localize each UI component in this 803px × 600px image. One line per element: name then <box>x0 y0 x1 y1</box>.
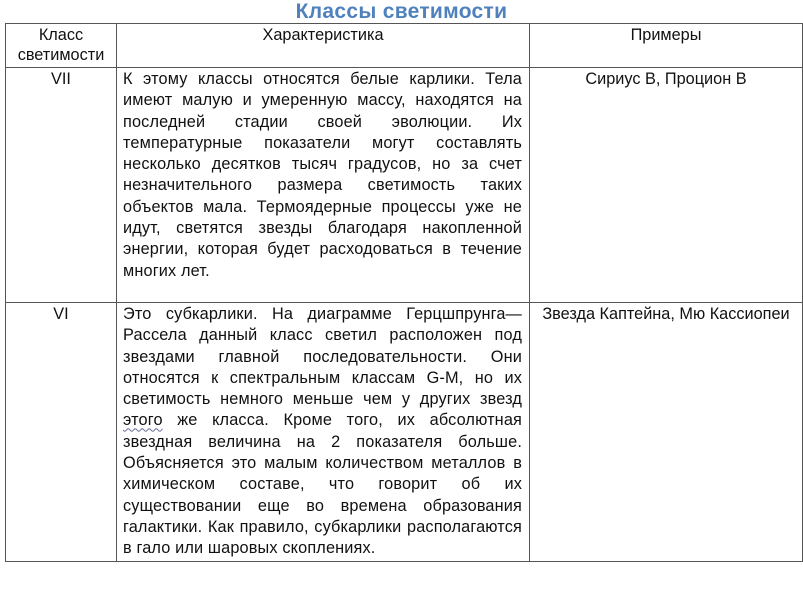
table-header-row <box>6 24 803 68</box>
description-text: Это субкарлики. На диаграмме Герцшпрунга—Рассела данный класс светил расположен под звездами главной последовательности. Они относятся к спектральным классам G-M, но их светимость немного меньше чем у других звезд <box>123 305 522 409</box>
header-description: Характеристика <box>117 24 530 68</box>
luminosity-classes-table <box>5 23 803 562</box>
header-class: Класс светимости <box>6 24 117 68</box>
table-row <box>6 303 803 562</box>
description-cell <box>117 303 530 562</box>
examples-cell: Звезда Каптейна, Мю Кассиопеи <box>530 303 803 562</box>
page-title: Классы светимости <box>295 0 508 23</box>
header-examples: Примеры <box>530 24 803 68</box>
examples-cell: Сириус B, Процион B <box>530 68 803 303</box>
table-row <box>6 68 803 303</box>
spellcheck-marked-word: этого <box>123 411 163 430</box>
description-text: же класса. Кроме того, их абсолютная звездная величина на 2 показателя больше. Объясняется это малым количеством металлов в химическом составе, что говорит об их существовании еще во времена образования галактики. Как правило, субкарлики располагаются в гало или шаровых скоплениях. <box>123 411 522 558</box>
description-cell: К этому классы относятся белые карлики. Тела имеют малую и умеренную массу, находятся на последней стадии своей эволюции. Их температурные показатели могут составлять несколько десятков тысяч градусов, но за счет незначительного размера светимость таких объектов мала. Термоядерные процессы уже не идут, светятся звезды благодаря накопленной энергии, которая будет расходоваться в течение многих лет. <box>117 68 530 303</box>
class-cell: VI <box>6 303 117 562</box>
class-cell: VII <box>6 68 117 303</box>
